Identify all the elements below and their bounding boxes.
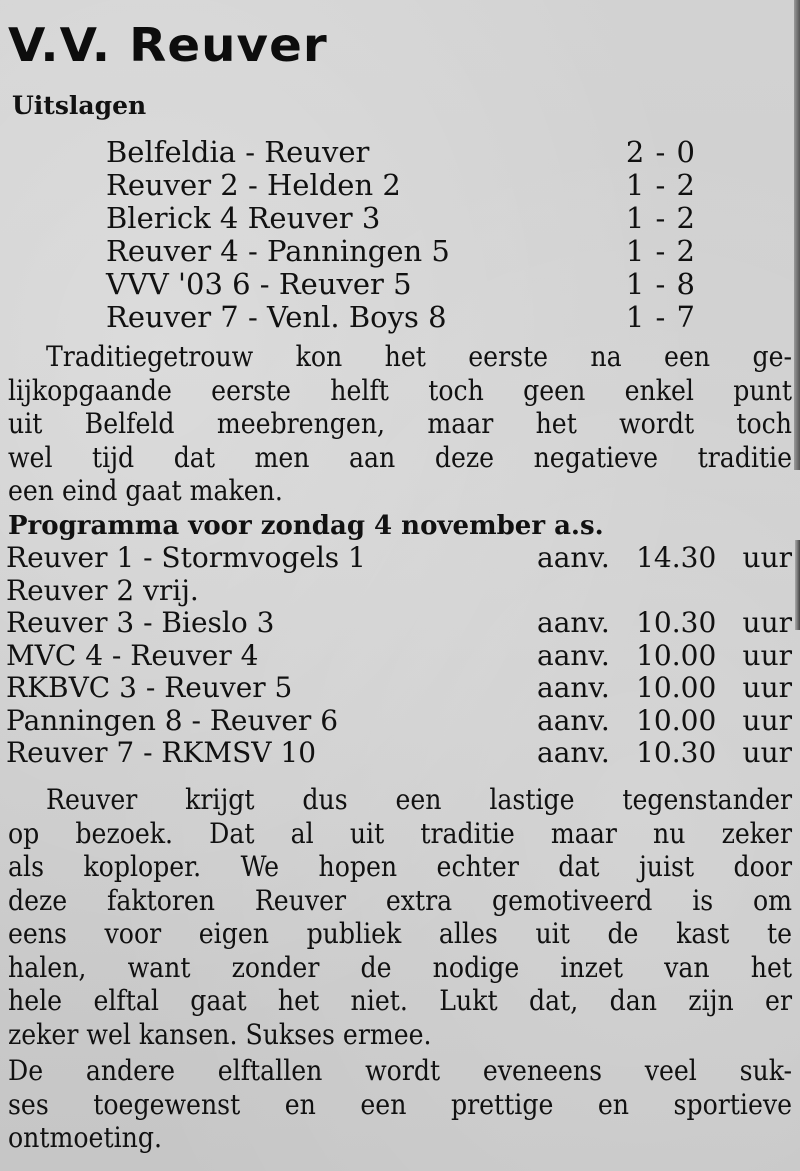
text-line: op bezoek. Dat al uit traditie maar nu zeker <box>8 816 792 850</box>
result-score: 1 - 2 <box>625 201 696 235</box>
kickoff-value: 10.00 <box>636 671 717 704</box>
kickoff-prefix: aanv. <box>537 541 610 574</box>
program-match: Reuver 1 - Stormvogels 1 <box>6 541 366 574</box>
program-row <box>6 640 792 673</box>
kickoff-prefix: aanv. <box>537 671 610 704</box>
kickoff-time <box>537 737 792 770</box>
kickoff-value: 10.30 <box>636 606 717 639</box>
text-line: Reuver krijgt dus een lastige tegenstander <box>46 783 792 816</box>
kickoff-prefix: aanv. <box>537 736 610 769</box>
program-row <box>6 705 792 738</box>
paragraph-closing <box>8 1054 792 1155</box>
result-row <box>106 268 696 301</box>
result-match: Reuver 4 - Panningen 5 <box>106 234 450 268</box>
program-heading: Programma voor zondag 4 november a.s. <box>8 511 604 541</box>
kickoff-unit: uur <box>742 638 792 672</box>
result-match: Reuver 7 - Venl. Boys 8 <box>106 300 447 334</box>
program-row <box>6 672 792 705</box>
kickoff-unit: uur <box>742 541 792 574</box>
kickoff-prefix: aanv. <box>537 606 610 639</box>
program-row <box>6 542 792 575</box>
result-row <box>106 301 696 334</box>
results-list <box>106 136 696 334</box>
kickoff-unit: uur <box>742 671 792 704</box>
result-score: 1 - 2 <box>625 168 696 202</box>
text-line: hele elftal gaat het niet. Lukt dat, dan zijn er <box>8 984 792 1017</box>
result-match: Belfeldia - Reuver <box>106 135 370 169</box>
text-line: Traditiegetrouw kon het eerste na een ge- <box>46 340 792 373</box>
results-heading: Uitslagen <box>12 91 147 120</box>
kickoff-time <box>537 705 792 738</box>
text-line: deze faktoren Reuver extra gemotiveerd is om <box>8 883 792 917</box>
kickoff-time <box>537 672 792 705</box>
text-line: halen, want zonder de nodige inzet van het <box>8 950 792 984</box>
result-score: 1 - 2 <box>625 234 696 268</box>
program-match: RKBVC 3 - Reuver 5 <box>6 671 293 704</box>
kickoff-unit: uur <box>742 736 792 769</box>
program-list <box>6 542 792 770</box>
text-line: De andere elftallen wordt eveneens veel suk- <box>8 1054 792 1087</box>
kickoff-value: 10.00 <box>636 638 717 672</box>
text-line: uit Belfeld meebrengen, maar het wordt toch <box>8 407 792 440</box>
text-line: ontmoeting. <box>8 1121 162 1154</box>
kickoff-prefix: aanv. <box>537 703 610 737</box>
result-match: Reuver 2 - Helden 2 <box>106 168 401 202</box>
result-match: VVV '03 6 - Reuver 5 <box>106 267 412 301</box>
text-line: zeker wel kansen. Sukses ermee. <box>8 1017 432 1051</box>
text-line: eens voor eigen publiek alles uit de kast te <box>8 917 792 950</box>
program-match: Reuver 2 vrij. <box>6 573 199 607</box>
text-line: lijkopgaande eerste helft toch geen enkel punt <box>8 373 792 407</box>
program-match: Reuver 7 - RKMSV 10 <box>6 736 317 769</box>
text-line: ses toegewenst en een prettige en sportieve <box>8 1087 792 1121</box>
program-row <box>6 737 792 770</box>
text-line: als koploper. We hopen echter dat juist door <box>8 850 792 883</box>
kickoff-time <box>537 542 792 575</box>
program-match: MVC 4 - Reuver 4 <box>6 638 259 672</box>
program-match: Reuver 3 - Bieslo 3 <box>6 606 275 639</box>
kickoff-unit: uur <box>742 606 792 639</box>
result-row <box>106 202 696 235</box>
text-line: een eind gaat maken. <box>8 474 283 507</box>
paragraph-match-report <box>8 340 792 508</box>
kickoff-unit: uur <box>742 703 792 737</box>
result-score: 2 - 0 <box>625 135 696 169</box>
result-row <box>106 169 696 202</box>
kickoff-time <box>537 640 792 673</box>
result-score: 1 - 7 <box>625 300 696 334</box>
kickoff-time <box>537 607 792 640</box>
result-match: Blerick 4 Reuver 3 <box>106 201 381 235</box>
kickoff-value: 10.30 <box>636 736 717 769</box>
kickoff-prefix: aanv. <box>537 638 610 672</box>
result-score: 1 - 8 <box>625 267 696 301</box>
kickoff-value: 10.00 <box>636 703 717 737</box>
program-row <box>6 575 792 608</box>
result-row <box>106 235 696 268</box>
text-line: wel tijd dat men aan deze negatieve traditie <box>8 440 792 474</box>
program-row <box>6 607 792 640</box>
program-match: Panningen 8 - Reuver 6 <box>6 703 339 737</box>
paragraph-preview <box>8 783 792 1051</box>
result-row <box>106 136 696 169</box>
article-title: V.V. Reuver <box>8 18 328 72</box>
page-edge-shadow <box>795 540 800 630</box>
kickoff-value: 14.30 <box>636 541 717 574</box>
page-edge-shadow <box>794 0 800 470</box>
